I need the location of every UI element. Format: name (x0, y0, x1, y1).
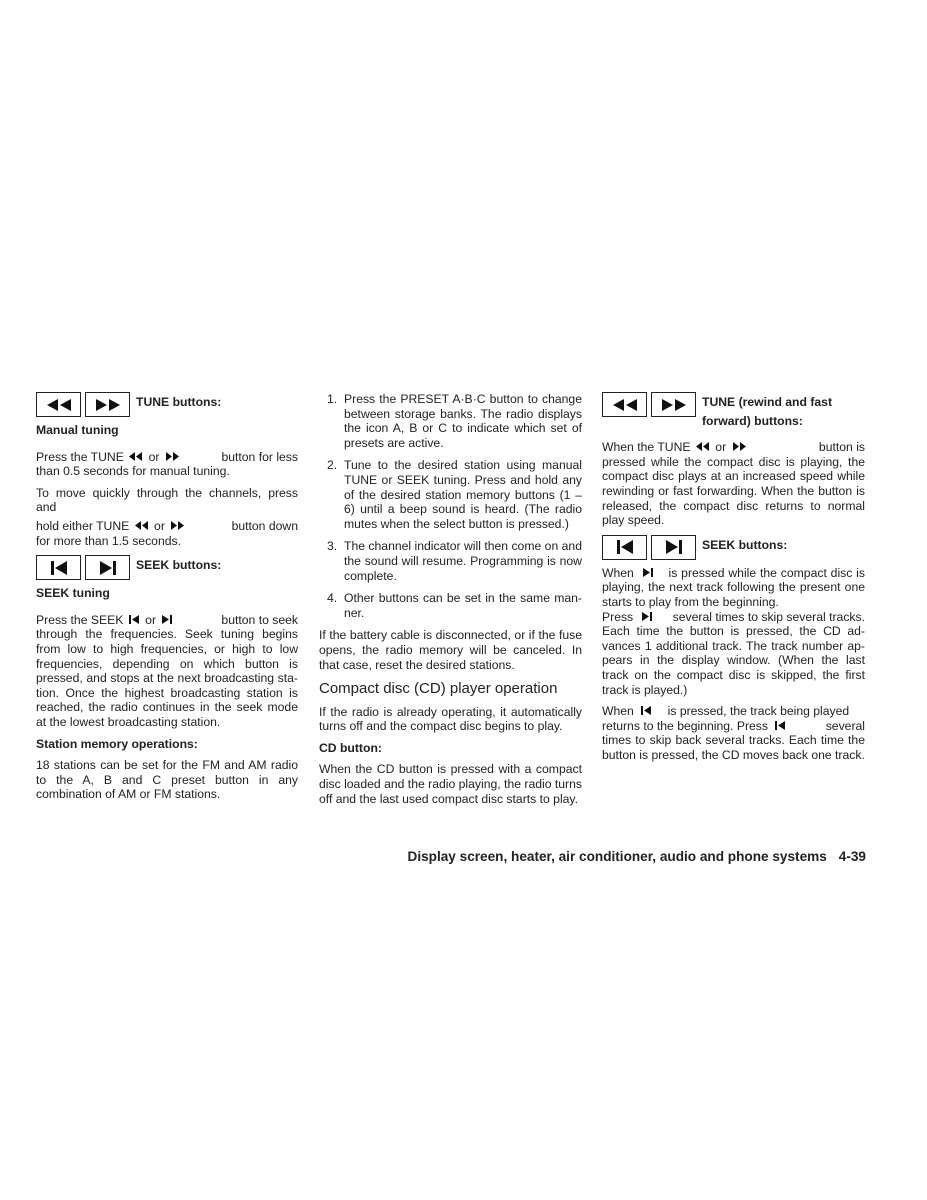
cd-section-heading: Compact disc (CD) player operation (319, 680, 558, 698)
seek-back-icon (641, 706, 652, 715)
cd-tune-buttons-heading: TUNE (rewind and fast forward) buttons: (702, 395, 833, 428)
column-middle (319, 392, 582, 813)
seek-back-icon (129, 615, 140, 624)
seek-back-button-illustration (602, 535, 647, 560)
rewind-button-illustration (602, 392, 647, 417)
column-right (602, 392, 865, 769)
fast-forward-button-illustration (651, 392, 696, 417)
seek-forward-icon (641, 612, 652, 621)
fast-forward-icon (165, 452, 179, 461)
seek-back-button-illustration (36, 555, 81, 580)
seek-back-icon (615, 540, 635, 554)
cd-tune-paragraph: When the TUNE or button is pressed while the compact disc is playing, the compact disc plays at an increased speed while rewinding or fast forwarding. When the button is released, the compact disc returns to normal play speed. (602, 440, 865, 528)
rewind-icon (46, 399, 72, 411)
fast-forward-icon (732, 442, 746, 451)
cd-intro-paragraph: If the radio is already operating, it automatically turns off and the compact disc begins to play. (319, 704, 582, 734)
rewind-icon (612, 399, 638, 411)
rewind-icon (129, 452, 143, 461)
seek-forward-icon (161, 615, 172, 624)
cd-button-paragraph: When the CD button is pressed with a compact disc loaded and the radio playing, the radio turns off and the last used compact disc starts to play. (319, 762, 582, 806)
cd-tune-buttons-row (602, 392, 865, 428)
cd-button-heading: CD button: (319, 740, 382, 755)
seek-back-icon (49, 561, 69, 575)
seek-tuning-heading: SEEK tuning (36, 586, 110, 601)
seek-forward-icon (98, 561, 118, 575)
preset-steps-list (319, 392, 582, 620)
seek-forward-icon (642, 568, 653, 577)
page-number: 4-39 (838, 849, 866, 864)
list-item: 4. Other buttons can be set in the same man-ner. (327, 591, 582, 620)
seek-forward-button-illustration (651, 535, 696, 560)
list-item: 1. Press the PRESET A·B·C button to change between storage banks. The radio displays the icon A, B or C to indicate which set of presets are active. (327, 392, 582, 450)
fast-forward-button-illustration (85, 392, 130, 417)
list-item: 3. The channel indicator will then come on and the sound will resume. Programming is now complete. (327, 539, 582, 583)
footer-title: Display screen, heater, air conditioner, audio and phone systems (407, 849, 827, 864)
seek-tuning-paragraph: Press the SEEK or button to seek through the frequencies. Seek tuning begins from low to high frequencies, or high to low frequencies, depending on which button is pressed, and stops at the next broadcasting sta-tion. Once the highest broadcasting station is reached, the radio continues in the seek mode at the lowest broadcasting station. (36, 612, 298, 729)
seek-forward-icon (664, 540, 684, 554)
tune-buttons-row (36, 392, 298, 417)
cd-seek-back-paragraph: When is pressed, the track being played returns to the beginning. Press several times to skip back several tracks. Each time the button is pressed, the CD moves back one track. (602, 704, 865, 762)
fast-forward-icon (661, 399, 687, 411)
station-memory-paragraph: 18 stations can be set for the FM and AM radio to the A, B and C preset button in any combination of AM or FM stations. (36, 758, 298, 802)
rewind-button-illustration (36, 392, 81, 417)
cd-seek-forward-paragraph: When is pressed while the compact disc is playing, the next track following the present one starts to play from the beginning. Press several times to skip several tracks. Each time the button is pressed, the CD ad-vances 1 additional track. The track number ap-pears in the display window. (When the last track on the compact disc is skipped, the first track is played.) (602, 565, 865, 697)
seek-forward-button-illustration (85, 555, 130, 580)
manual-tuning-paragraph: Press the TUNE or button for less than 0.5 seconds for manual tuning. (36, 449, 298, 479)
column-left (36, 392, 298, 809)
fast-forward-icon (170, 521, 184, 530)
cd-seek-buttons-heading: SEEK buttons: (702, 537, 788, 552)
tune-buttons-heading: TUNE buttons: (136, 395, 222, 409)
rewind-icon (696, 442, 710, 451)
fast-forward-icon (95, 399, 121, 411)
list-item: 2. Tune to the desired station using manual TUNE or SEEK tuning. Press and hold any of the desired station memory buttons (1 – 6) until a beep sound is heard. (The radio mutes when the select button is pressed.) (327, 458, 582, 531)
seek-buttons-heading: SEEK buttons: (136, 558, 222, 573)
battery-note-paragraph: If the battery cable is disconnected, or if the fuse opens, the radio memory will be canceled. In that case, reset the desired stations. (319, 628, 582, 672)
station-memory-heading: Station memory operations: (36, 736, 198, 751)
manual-tuning-heading: Manual tuning (36, 423, 119, 437)
page-footer (0, 849, 866, 864)
quick-tuning-paragraph: To move quickly through the channels, press and hold either TUNE or button down for more than 1.5 seconds. (36, 485, 298, 548)
seek-buttons-row (36, 555, 298, 580)
rewind-icon (135, 521, 149, 530)
seek-back-icon (775, 721, 786, 730)
cd-seek-buttons-row (602, 535, 865, 560)
